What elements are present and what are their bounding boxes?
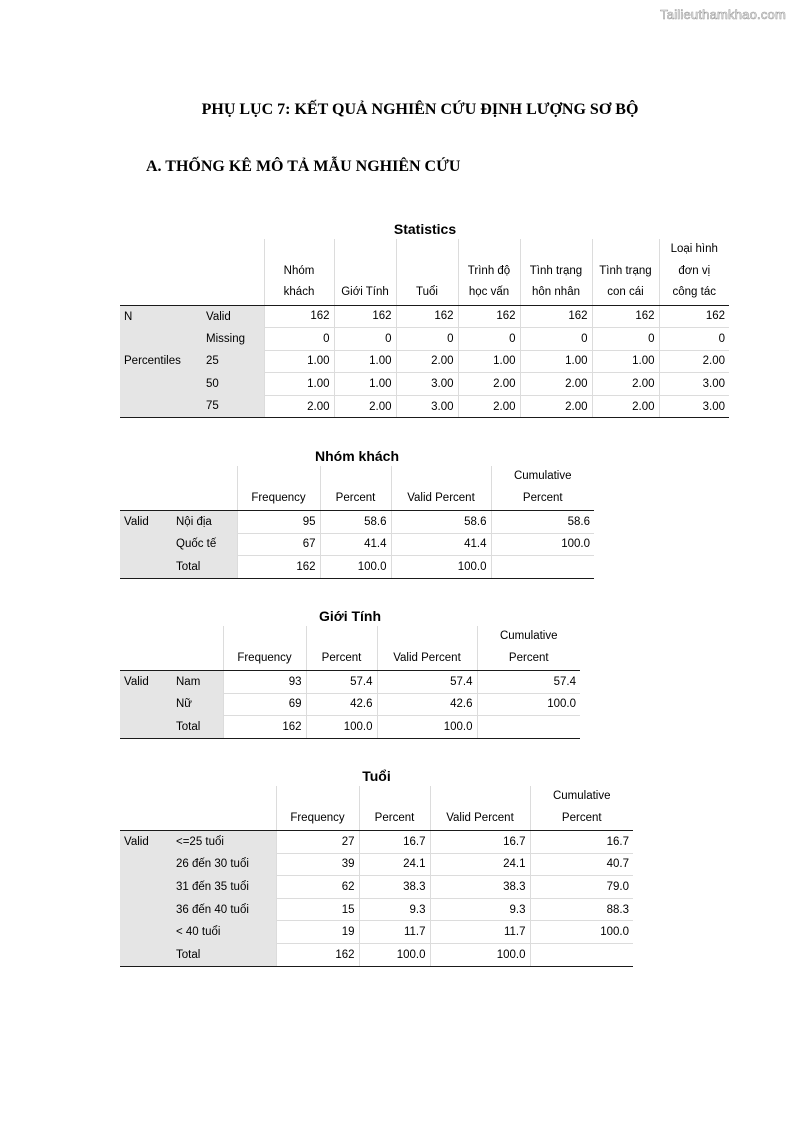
cell: 88.3 [530,898,633,921]
table-row [120,533,594,556]
table-row [120,853,633,876]
row-group-label: Valid [120,831,172,854]
row-group-label [120,533,172,556]
row-group-label [120,853,172,876]
statistics-title: Statistics [393,221,457,237]
row-label: <=25 tuổi [172,831,276,854]
watermark: Tailieuthamkhao.com [660,7,786,22]
cell: 162 [276,943,359,966]
cell: 2.00 [592,373,659,396]
cell: 1.00 [334,373,396,396]
cell: 162 [458,305,520,328]
cell: 1.00 [458,350,520,373]
cell: 42.6 [306,693,377,716]
cell: 19 [276,921,359,944]
cell: 0 [458,328,520,351]
cell: 162 [264,305,334,328]
cell: 0 [264,328,334,351]
cell: 0 [592,328,659,351]
cell: 57.4 [306,671,377,694]
cell: 15 [276,898,359,921]
cell: 1.00 [520,350,592,373]
stat-header-cell: Tình trạng con cái [592,239,659,305]
row-label: Total [172,556,237,579]
cell [491,556,594,579]
row-group-label [120,693,172,716]
table-row [120,373,729,396]
cumulative-percent-header: Cumulative Percent [477,626,580,671]
cell: 11.7 [359,921,430,944]
row-group-label [120,921,172,944]
cell: 42.6 [377,693,477,716]
cell: 1.00 [334,350,396,373]
table-row [120,943,633,966]
cell: 162 [592,305,659,328]
table-row [120,716,580,739]
table-row [120,556,594,579]
cell: 58.6 [320,511,391,534]
valid-percent-header: Valid Percent [430,786,530,831]
cell: 16.7 [530,831,633,854]
row-group-label: Valid [120,511,172,534]
cell: 100.0 [359,943,430,966]
gioi-tinh-table [120,626,580,739]
stat-header-cell: Loại hình đơn vị công tác [659,239,729,305]
table-row [120,395,729,418]
row-group-label [120,876,172,899]
row-label: Missing [202,328,264,351]
stat-header-cell: Giới Tính [334,239,396,305]
stat-header-cell: Trình độ học vấn [458,239,520,305]
table-row [120,693,580,716]
table-row [120,921,633,944]
cell: 24.1 [430,853,530,876]
cell: 79.0 [530,876,633,899]
cell: 2.00 [520,395,592,418]
row-label: 50 [202,373,264,396]
frequency-header: Frequency [223,626,306,671]
cell: 100.0 [377,716,477,739]
cell: 3.00 [659,395,729,418]
row-label: 26 đến 30 tuổi [172,853,276,876]
cell: 2.00 [458,373,520,396]
cell: 9.3 [430,898,530,921]
statistics-table-block [120,221,730,418]
cell: 0 [396,328,458,351]
cell: 58.6 [491,511,594,534]
cell: 162 [223,716,306,739]
cell: 1.00 [264,373,334,396]
cell: 100.0 [477,693,580,716]
row-label: Nữ [172,693,223,716]
table-row [120,876,633,899]
tuoi-table [120,786,633,967]
stat-header-cell: Tuổi [396,239,458,305]
tuoi-title: Tuổi [362,768,391,784]
row-group-label: Valid [120,671,172,694]
freq-header-row [120,626,580,671]
row-group-label [120,373,202,396]
stat-header-cell: Nhóm khách [264,239,334,305]
freq-header-row [120,786,633,831]
row-label: 75 [202,395,264,418]
row-group-label [120,716,172,739]
cell: 41.4 [320,533,391,556]
statistics-table [120,239,729,418]
row-label: 25 [202,350,264,373]
cell: 2.00 [592,395,659,418]
cell: 2.00 [520,373,592,396]
percent-header: Percent [320,466,391,511]
row-label: Valid [202,305,264,328]
row-label: 36 đến 40 tuổi [172,898,276,921]
cell: 0 [520,328,592,351]
cell: 162 [237,556,320,579]
cell: 2.00 [458,395,520,418]
frequency-header: Frequency [237,466,320,511]
table-row [120,831,633,854]
cell: 3.00 [659,373,729,396]
cell: 3.00 [396,373,458,396]
cell: 0 [334,328,396,351]
cell: 16.7 [430,831,530,854]
cell: 100.0 [491,533,594,556]
row-label: Total [172,716,223,739]
cell: 62 [276,876,359,899]
section-title: A. THỐNG KÊ MÔ TẢ MẪU NGHIÊN CỨU [146,158,461,175]
row-label: 31 đến 35 tuổi [172,876,276,899]
cell: 1.00 [264,350,334,373]
row-group-label [120,556,172,579]
row-group-label [120,328,202,351]
valid-percent-header: Valid Percent [391,466,491,511]
valid-percent-header: Valid Percent [377,626,477,671]
cell: 100.0 [391,556,491,579]
cell: 100.0 [320,556,391,579]
cell: 27 [276,831,359,854]
table-row [120,350,729,373]
statistics-header-row [120,239,729,305]
row-group-label: Percentiles [120,350,202,373]
cell: 2.00 [396,350,458,373]
cumulative-percent-header: Cumulative Percent [491,466,594,511]
cell: 0 [659,328,729,351]
nhom-khach-table-block [120,448,594,579]
row-label: Nam [172,671,223,694]
row-label: < 40 tuổi [172,921,276,944]
stat-header-cell: Tình trạng hôn nhân [520,239,592,305]
cell: 67 [237,533,320,556]
cell [530,943,633,966]
cell: 39 [276,853,359,876]
row-label: Total [172,943,276,966]
cell: 162 [520,305,592,328]
cell [477,716,580,739]
cell: 93 [223,671,306,694]
row-group-label [120,395,202,418]
cell: 162 [334,305,396,328]
cumulative-percent-header: Cumulative Percent [530,786,633,831]
nhom-khach-table [120,466,594,579]
table-row [120,511,594,534]
frequency-header: Frequency [276,786,359,831]
table-row [120,671,580,694]
cell: 38.3 [430,876,530,899]
percent-header: Percent [359,786,430,831]
cell: 162 [396,305,458,328]
cell: 24.1 [359,853,430,876]
cell: 2.00 [264,395,334,418]
table-row [120,305,729,328]
row-group-label: N [120,305,202,328]
cell: 58.6 [391,511,491,534]
cell: 162 [659,305,729,328]
gioi-tinh-table-block [120,608,580,739]
row-group-label [120,898,172,921]
table-row [120,898,633,921]
row-label: Nội địa [172,511,237,534]
freq-header-row [120,466,594,511]
cell: 100.0 [430,943,530,966]
gioi-tinh-title: Giới Tính [318,608,382,624]
cell: 2.00 [334,395,396,418]
cell: 100.0 [306,716,377,739]
percent-header: Percent [306,626,377,671]
table-row [120,328,729,351]
row-group-label [120,943,172,966]
cell: 38.3 [359,876,430,899]
cell: 95 [237,511,320,534]
cell: 2.00 [659,350,729,373]
cell: 41.4 [391,533,491,556]
tuoi-table-block [120,768,633,967]
nhom-khach-title: Nhóm khách [314,448,399,464]
appendix-title: PHỤ LỤC 7: KẾT QUẢ NGHIÊN CỨU ĐỊNH LƯỢNG SƠ BỘ [201,101,639,118]
cell: 57.4 [377,671,477,694]
cell: 100.0 [530,921,633,944]
cell: 11.7 [430,921,530,944]
cell: 9.3 [359,898,430,921]
cell: 40.7 [530,853,633,876]
cell: 1.00 [592,350,659,373]
cell: 3.00 [396,395,458,418]
cell: 57.4 [477,671,580,694]
cell: 69 [223,693,306,716]
row-label: Quốc tế [172,533,237,556]
cell: 16.7 [359,831,430,854]
